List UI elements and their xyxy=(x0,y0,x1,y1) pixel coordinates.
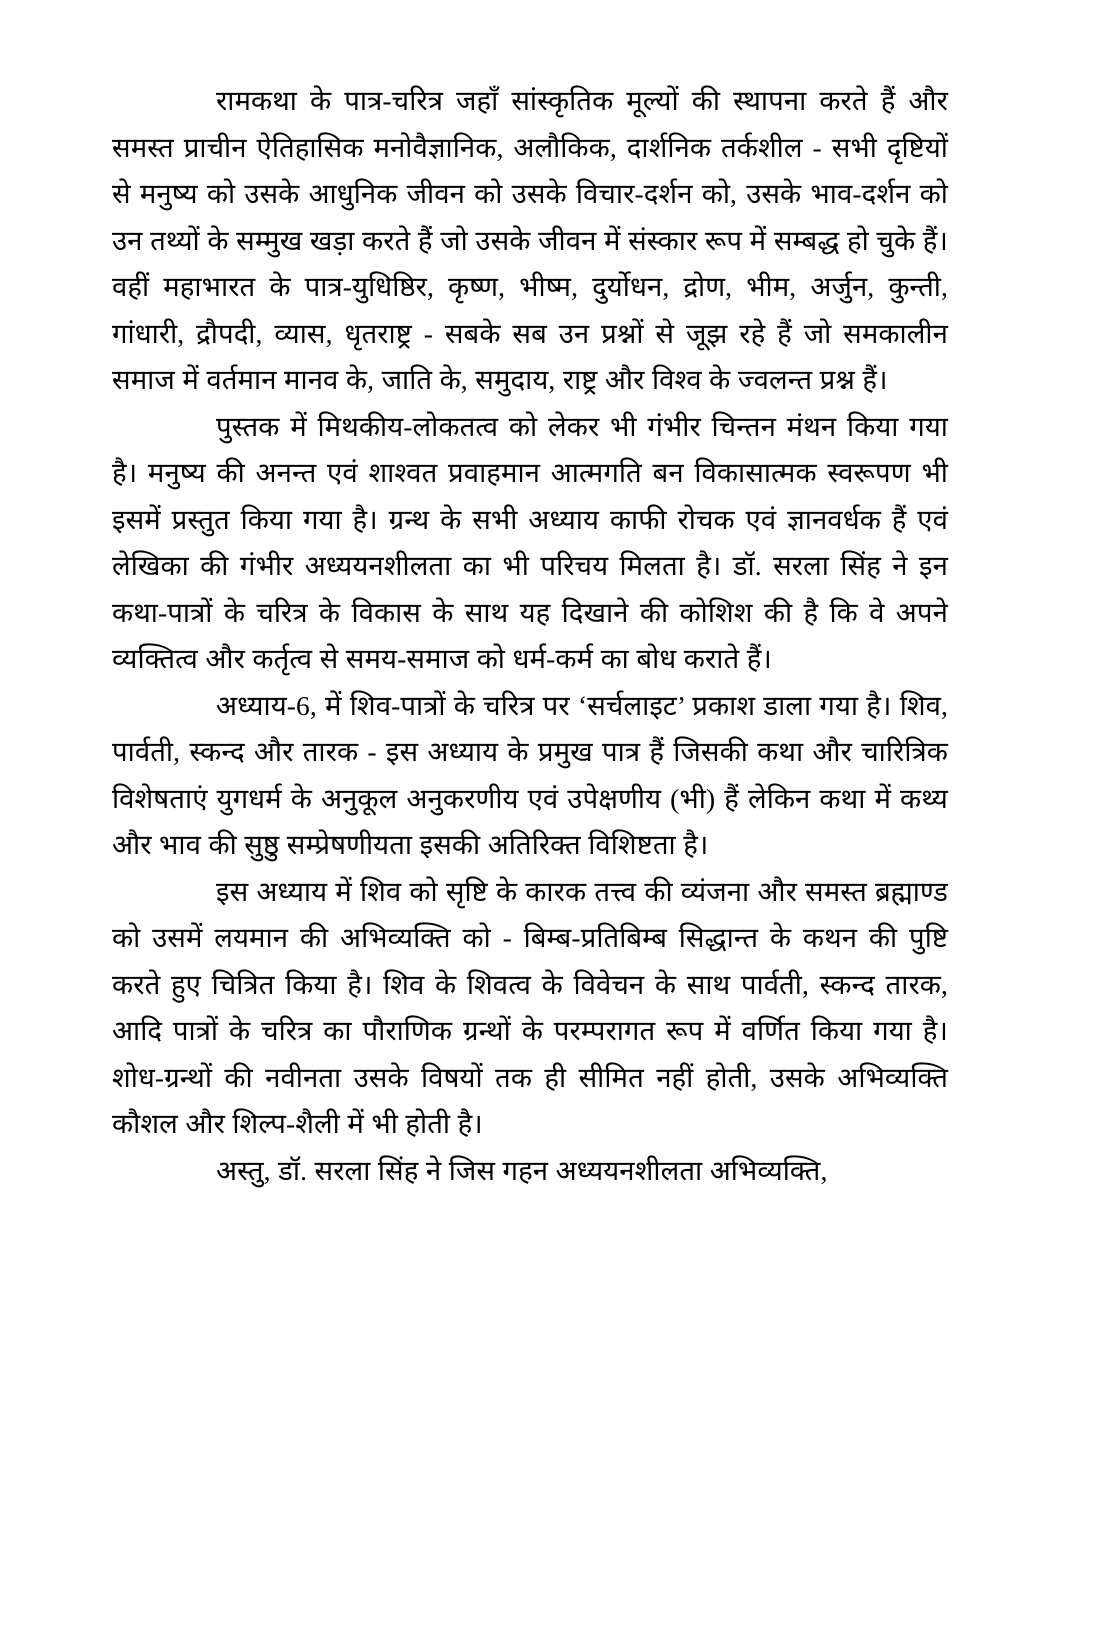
paragraph-5: अस्तु, डॉ. सरला सिंह ने जिस गहन अध्ययनशीलता अभिव्यक्ति, xyxy=(216,1154,828,1186)
paragraph-4: इस अध्याय में शिव को सृष्टि के कारक तत्त्व की व्यंजना और समस्त ब्रह्माण्ड को उसमें लयमान की अभिव्यक्ति को - बिम्ब-प्रतिबिम्ब सिद्धान्त के कथन की पुष्टि करते हुए चित्रित किया है। शिव के शिवत्व के विवेचन के साथ पार्वती, स्कन्द तारक, आदि पात्रों के चरित्र का पौराणिक ग्रन्थों के परम्परागत रूप में वर्णित किया गया है। शोध-ग्रन्थों की नवीनता उसके विषयों तक ही सीमित नहीं होती, उसके अभिव्यक्ति कौशल और शिल्प-शैली में भी होती है। xyxy=(112,875,948,1139)
body-text-column xyxy=(112,78,948,1194)
paragraph-2: पुस्तक में मिथकीय-लोकतत्व को लेकर भी गंभीर चिन्तन मंथन किया गया है। मनुष्य की अनन्त एवं शाश्वत प्रवाहमान आत्मगति बन विकासात्मक स्वरूपण भी इसमें प्रस्तुत किया गया है। ग्रन्थ के सभी अध्याय काफी रोचक एवं ज्ञानवर्धक हैं एवं लेखिका की गंभीर अध्ययनशीलता का भी परिचय मिलता है। डॉ. सरला सिंह ने इन कथा-पात्रों के चरित्र के विकास के साथ यह दिखाने की कोशिश की है कि वे अपने व्यक्तित्व और कर्तृत्व से समय-समाज को धर्म-कर्म का बोध कराते हैं। xyxy=(112,410,948,674)
paragraph-3: अध्याय-6, में शिव-पात्रों के चरित्र पर ‘सर्चलाइट’ प्रकाश डाला गया है। शिव, पार्वती, स्कन्द और तारक - इस अध्याय के प्रमुख पात्र हैं जिसकी कथा और चारित्रिक विशेषताएं युगधर्म के अनुकूल अनुकरणीय एवं उपेक्षणीय (भी) हैं लेकिन कथा में कथ्य और भाव की सुष्ठु सम्प्रेषणीयता इसकी अतिरिक्त विशिष्टता है। xyxy=(112,689,948,860)
paragraph-1: रामकथा के पात्र-चरित्र जहाँ सांस्कृतिक मूल्यों की स्थापना करते हैं और समस्त प्राचीन ऐतिहासिक मनोवैज्ञानिक, अलौकिक, दार्शनिक तर्कशील - सभी दृष्टियों से मनुष्य को उसके आधुनिक जीवन को उसके विचार-दर्शन को, उसके भाव-दर्शन को उन तथ्यों के सम्मुख खड़ा करते हैं जो उसके जीवन में संस्कार रूप में सम्बद्ध हो चुके हैं। वहीं महाभारत के पात्र-युधिष्ठिर, कृष्ण, भीष्म, दुर्योधन, द्रोण, भीम, अर्जुन, कुन्ती, गांधारी, द्रौपदी, व्यास, धृतराष्ट्र - सबके सब उन प्रश्नों से जूझ रहे हैं जो समकालीन समाज में वर्तमान मानव के, जाति के, समुदाय, राष्ट्र और विश्व के ज्वलन्त प्रश्न हैं। xyxy=(112,85,948,395)
